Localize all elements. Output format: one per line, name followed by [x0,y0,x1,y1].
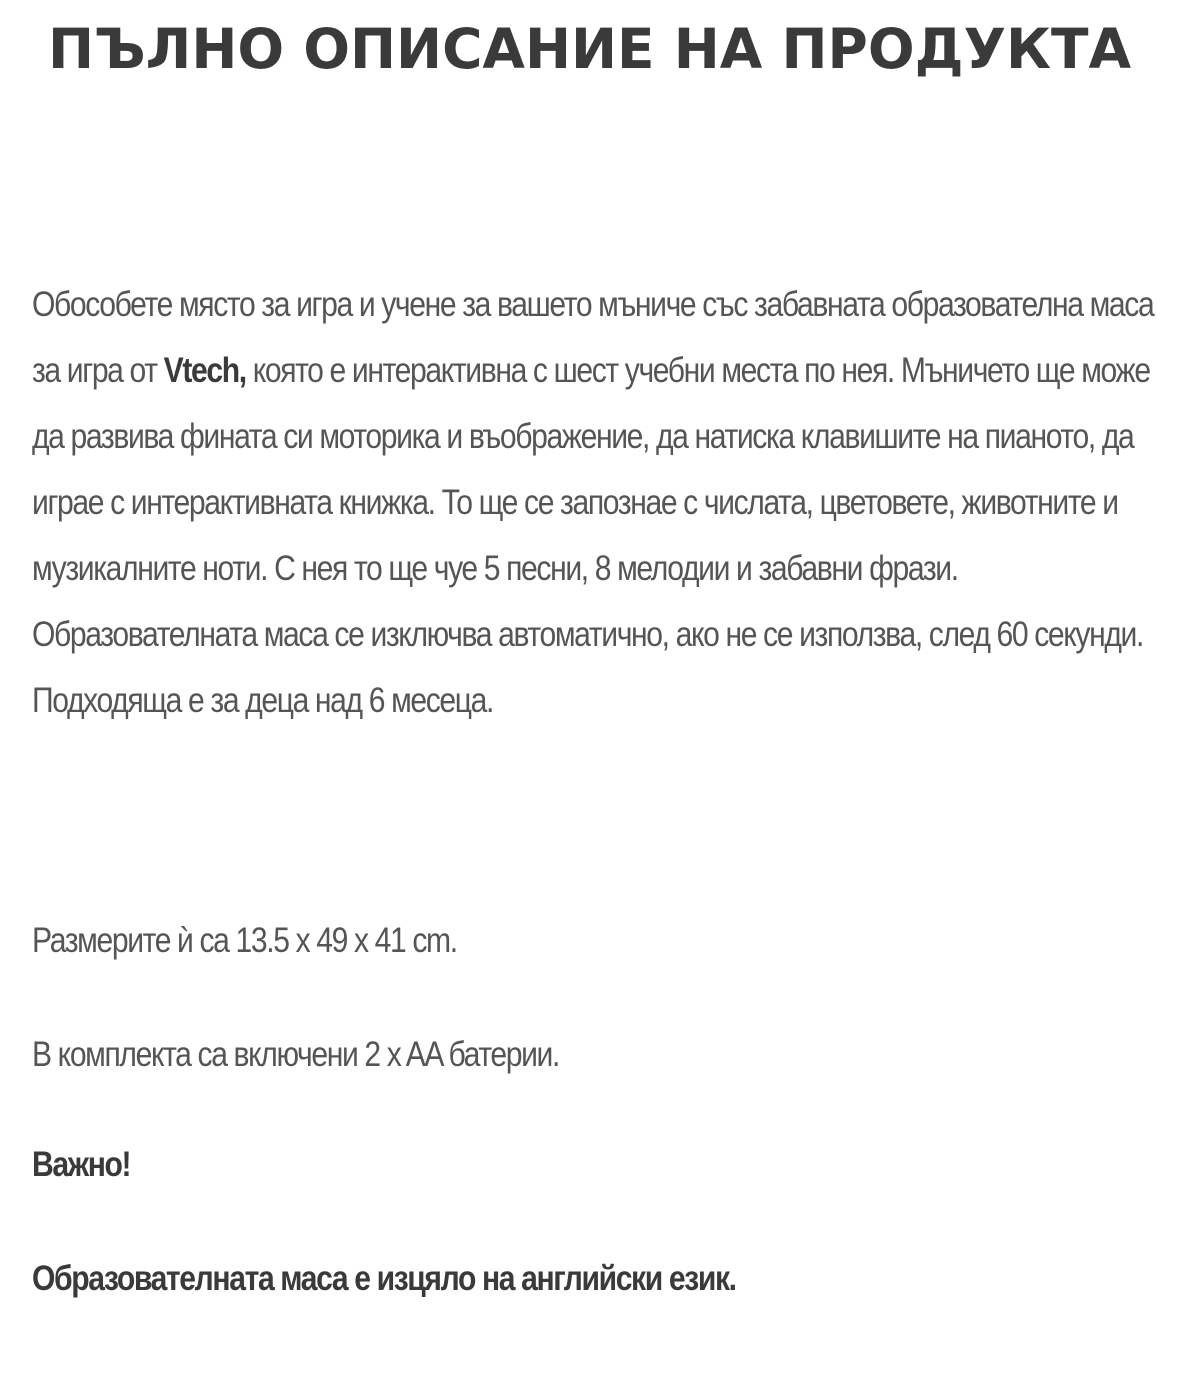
intro-text-end: която е интерактивна с шест учебни места по нея. Мъничето ще може да развива фината си моторика и въображение, да натиска клавишите на пианото, да играе с интерактивната книжка. То ще се запознае с числата, цветовете, животните и музикалните ноти. С нея то ще чуе 5 песни, 8 мелодии и забавни фрази. Образователната маса се изключва автоматично, ако не се използва, след 60 секунди. Подходяща е за деца над 6 месеца. [32,351,1150,720]
intro-text-start: Обособете място за игра и учене за вашето мъниче със забавната образователна маса за игра от [32,285,1154,390]
important-label: Важно! [32,1145,131,1184]
important-note: Образователната маса е изцяло на английски език. [32,1259,736,1298]
page-title: ПЪЛНО ОПИСАНИЕ НА ПРОДУКТА [47,17,1132,81]
batteries-text: В комплекта са включени 2 x AA батерии. [32,1035,559,1074]
description-intro [32,272,1159,734]
brand-name: Vtech, [163,351,246,390]
dimensions-text: Размерите ѝ са 13.5 x 49 x 41 cm. [32,921,457,960]
